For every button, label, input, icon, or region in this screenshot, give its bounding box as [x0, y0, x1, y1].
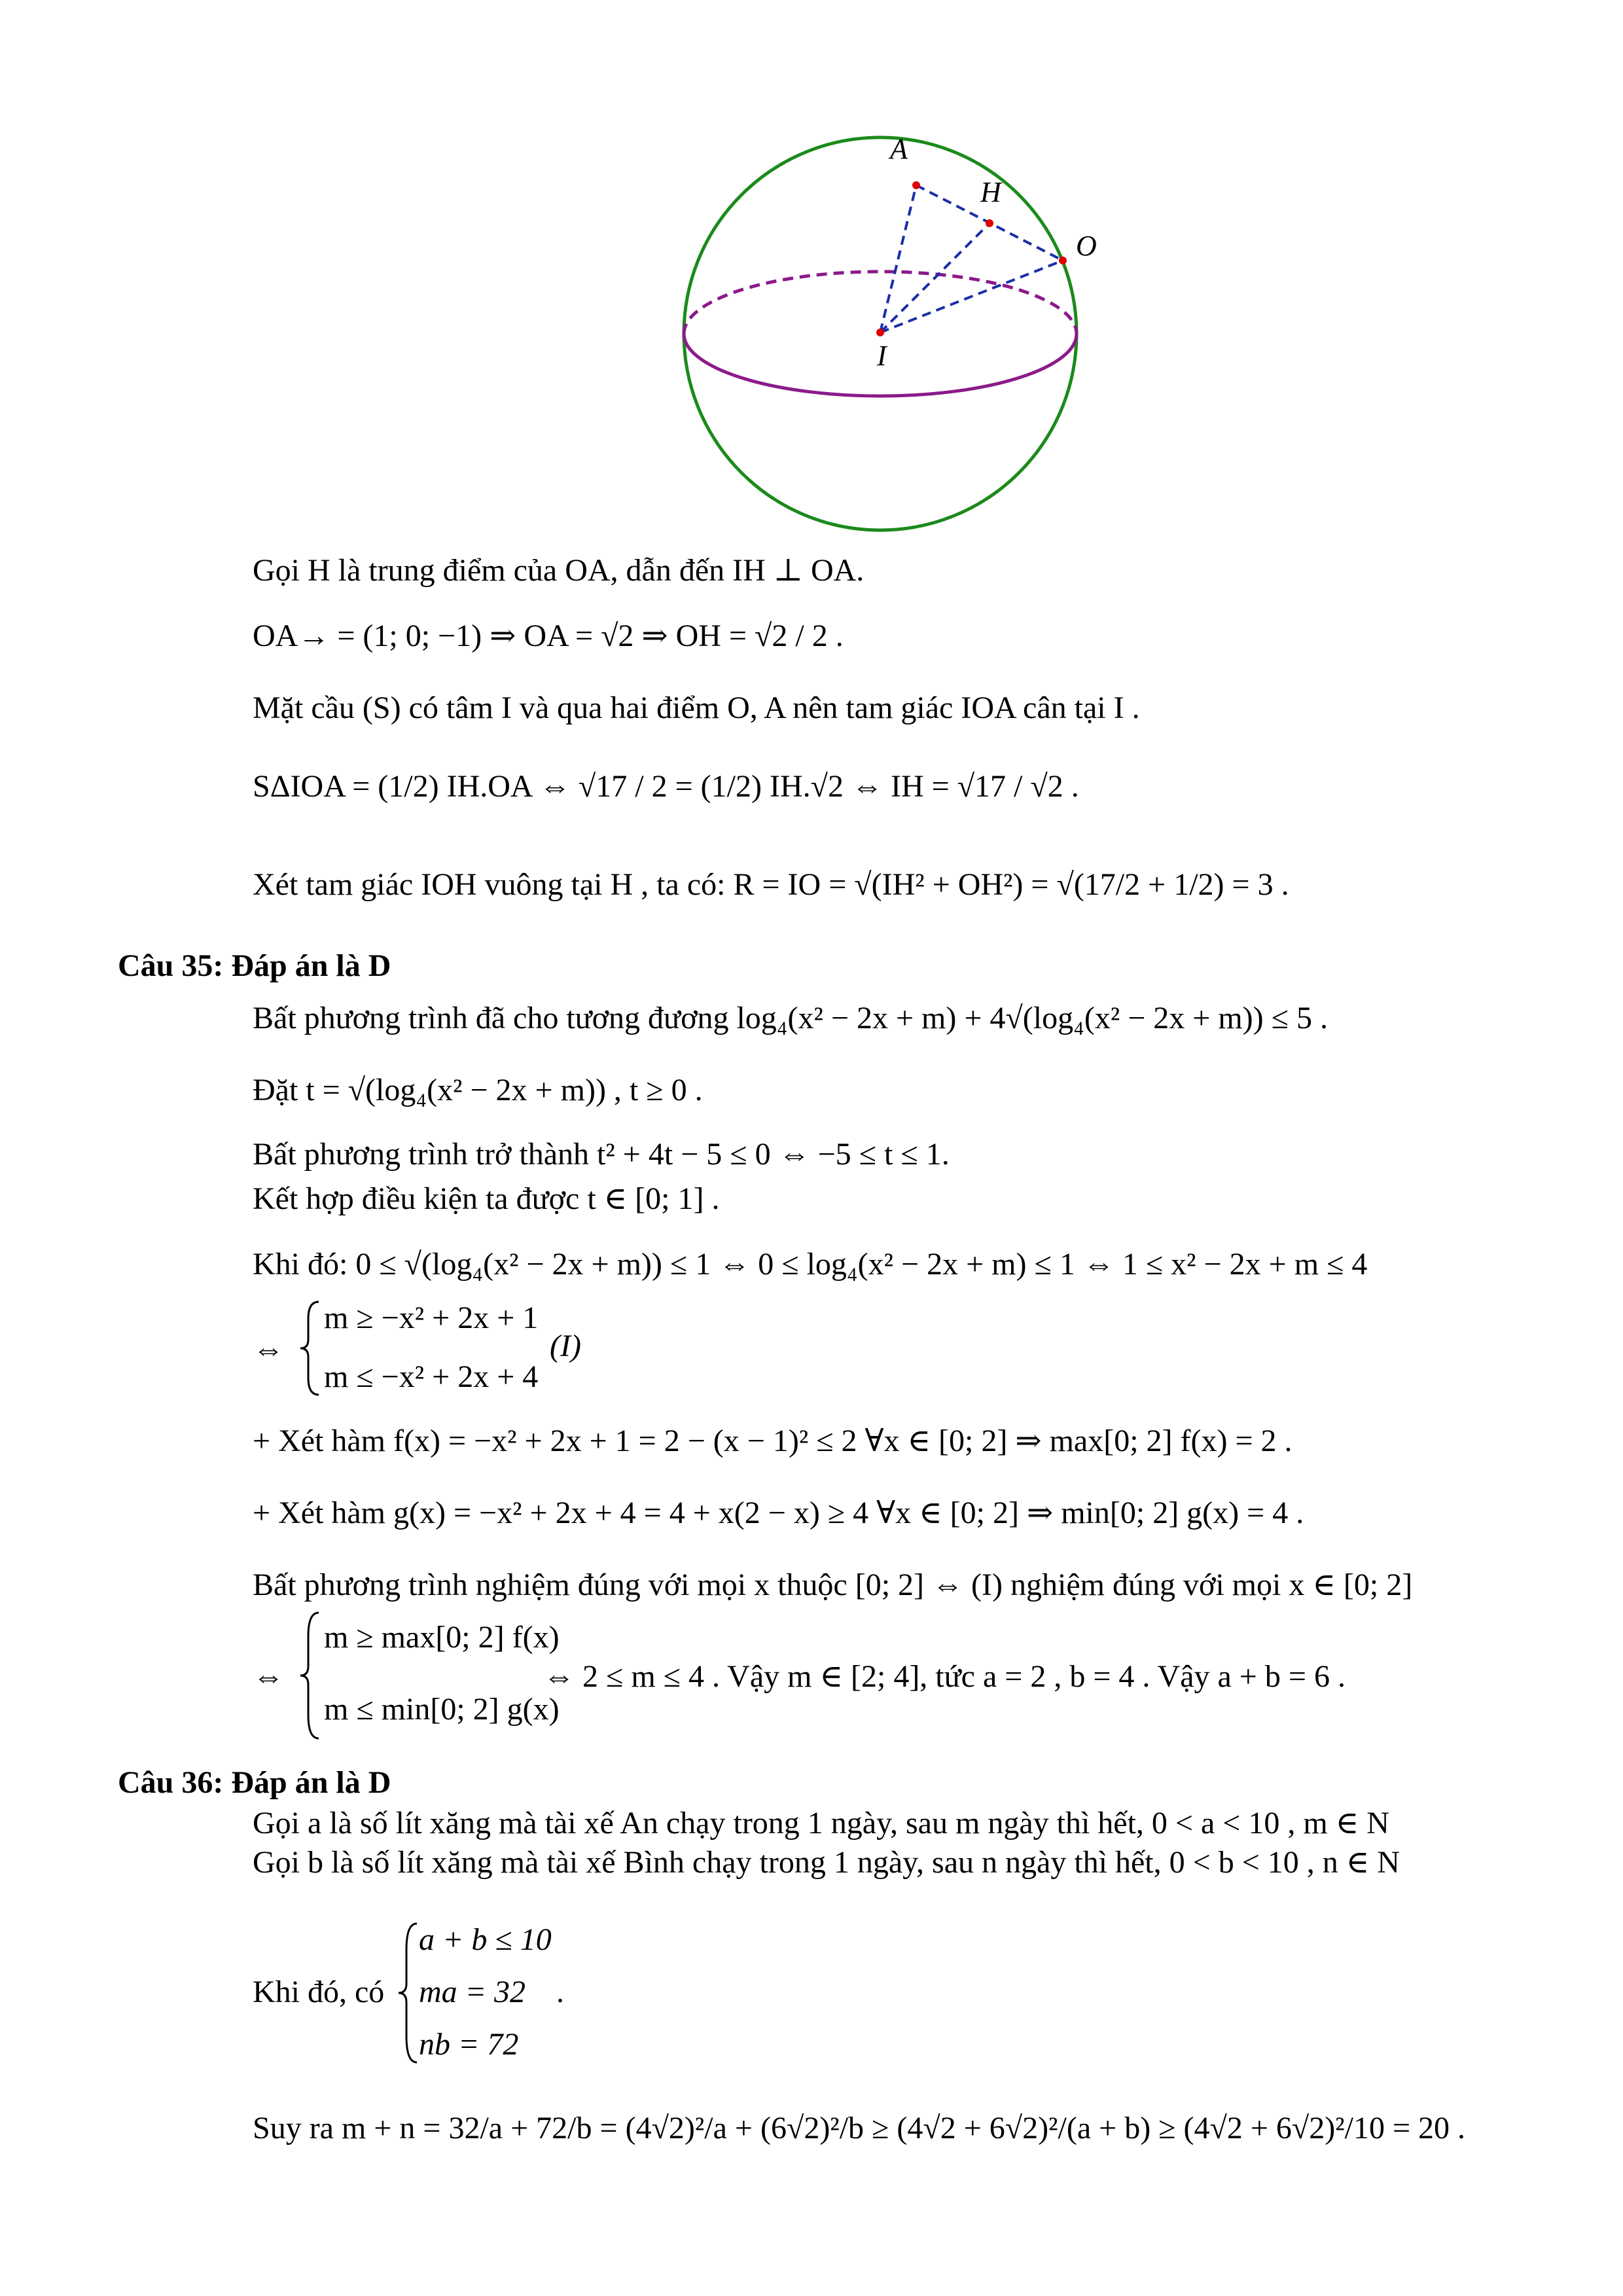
q35-system2-row-2: m ≤ min[0; 2] g(x) — [324, 1692, 560, 1727]
q36-system-prefix: Khi đó, có — [253, 1975, 385, 2009]
q36-line-2: Gọi b là số lít xăng mà tài xế Bình chạy trong 1 ngày, sau n ngày thì hết, 0 < b < 10 , n ∈ N — [253, 1845, 1400, 1880]
q35-system1-brace — [298, 1299, 324, 1397]
q35-system1-label: (I) — [550, 1329, 581, 1363]
label-h: H — [980, 176, 1001, 208]
q36-system-brace — [396, 1921, 422, 2065]
q35-system1-equiv: ⇔ — [253, 1332, 284, 1367]
q35-system2-tail: ⇔ 2 ≤ m ≤ 4 . Vậy m ∈ [2; 4], tức a = 2 , b = 4 . Vậy a + b = 6 . — [543, 1659, 1346, 1694]
q35-system2-row-1: m ≥ max[0; 2] f(x) — [324, 1620, 560, 1655]
q36-line-1: Gọi a là số lít xăng mà tài xế An chạy trong 1 ngày, sau m ngày thì hết, 0 < a < 10 , m ∈ N — [253, 1806, 1389, 1840]
q35-system1-row-2: m ≤ −x² + 2x + 4 — [324, 1359, 539, 1394]
q35-heading: Câu 35: Đáp án là D — [118, 948, 391, 983]
q35-line-8: Bất phương trình nghiệm đúng với mọi x thuộc [0; 2] ⇔ (I) nghiệm đúng với mọi x ∈ [0; 2] — [253, 1568, 1413, 1602]
q35-system2-equiv: ⇔ — [253, 1659, 284, 1694]
q36-line-3: Suy ra m + n = 32/a + 72/b = (4√2)²/a + (6√2)²/b ≥ (4√2 + 6√2)²/(a + b) ≥ (4√2 + 6√2)²/10 = 20 . — [253, 2111, 1466, 2145]
sol34-line-5: Xét tam giác IOH vuông tại H , ta có: R = IO = √(IH² + OH²) = √(17/2 + 1/2) = 3 . — [253, 867, 1289, 902]
q35-line-3: Bất phương trình trở thành t² + 4t − 5 ≤ 0 ⇔ −5 ≤ t ≤ 1. — [253, 1137, 950, 1172]
point-i — [876, 329, 884, 336]
q36-system-row-3: nb = 72 — [419, 2027, 519, 2062]
q35-line-6: + Xét hàm f(x) = −x² + 2x + 1 = 2 − (x − 1)² ≤ 2 ∀x ∈ [0; 2] ⇒ max[0; 2] f(x) = 2 . — [253, 1424, 1293, 1458]
label-a: A — [890, 133, 908, 165]
q35-line-1: Bất phương trình đã cho tương đương log₄(x² − 2x + m) + 4√(log₄(x² − 2x + m)) ≤ 5 . — [253, 1001, 1328, 1035]
segment-ia — [880, 185, 916, 332]
q36-system-row-1: a + b ≤ 10 — [419, 1922, 552, 1957]
equator-back-dashed — [684, 272, 1077, 334]
label-i: I — [877, 340, 887, 372]
q35-line-2: Đặt t = √(log₄(x² − 2x + m)) , t ≥ 0 . — [253, 1073, 703, 1107]
point-a — [912, 181, 920, 189]
sol34-line-2: OA→ = (1; 0; −1) ⇒ OA = √2 ⇒ OH = √2 / 2 . — [253, 619, 844, 653]
point-h — [986, 219, 993, 227]
q35-line-4: Kết hợp điều kiện ta được t ∈ [0; 1] . — [253, 1181, 720, 1216]
q35-line-5: Khi đó: 0 ≤ √(log₄(x² − 2x + m)) ≤ 1 ⇔ 0 ≤ log₄(x² − 2x + m) ≤ 1 ⇔ 1 ≤ x² − 2x + m ≤ 4 — [253, 1247, 1368, 1282]
q36-system-suffix: . — [556, 1975, 564, 2009]
q35-system1-row-1: m ≥ −x² + 2x + 1 — [324, 1300, 539, 1335]
sphere-figure — [668, 124, 1152, 543]
q36-system-row-2: ma = 32 — [419, 1975, 526, 2009]
q36-heading: Câu 36: Đáp án là D — [118, 1765, 391, 1800]
sol34-line-1: Gọi H là trung điểm của OA, dẫn đến IH ⊥ OA. — [253, 553, 865, 588]
sol34-line-3: Mặt cầu (S) có tâm I và qua hai điểm O, A nên tam giác IOA cân tại I . — [253, 691, 1140, 725]
q35-system2-brace — [298, 1610, 324, 1741]
sol34-line-4: SΔIOA = (1/2) IH.OA ⇔ √17 / 2 = (1/2) IH.√2 ⇔ IH = √17 / √2 . — [253, 769, 1079, 804]
point-o — [1059, 257, 1067, 264]
label-o: O — [1076, 230, 1097, 262]
q35-line-7: + Xét hàm g(x) = −x² + 2x + 4 = 4 + x(2 − x) ≥ 4 ∀x ∈ [0; 2] ⇒ min[0; 2] g(x) = 4 . — [253, 1496, 1304, 1530]
